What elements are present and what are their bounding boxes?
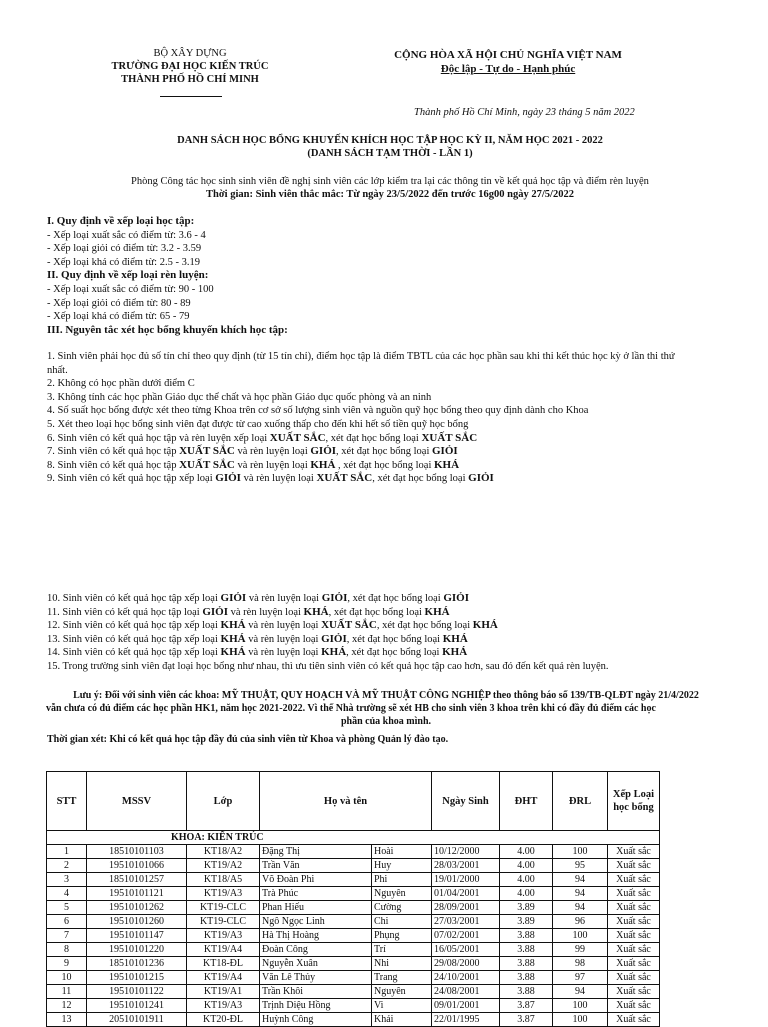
col-ngaysinh: Ngày Sinh	[432, 772, 500, 831]
cell-mssv: 19510101122	[87, 985, 187, 999]
rule-text: , xét đạt học bổng loại	[347, 593, 444, 604]
rule-text: 7. Sinh viên có kết quả học tập	[47, 446, 180, 458]
rule-text: và rèn luyện loại	[246, 593, 322, 604]
rule-keyword: GIỎI	[443, 592, 470, 604]
cell-lop: KT19/A3	[187, 999, 260, 1013]
cell-lop: KT19-CLC	[187, 901, 260, 915]
rule-text: và rèn luyện loại	[234, 446, 311, 458]
cell-ngaysinh: 22/01/1995	[432, 1013, 500, 1027]
table-row	[47, 985, 660, 999]
cell-ten: Khải	[372, 1013, 432, 1027]
table-row	[47, 943, 660, 957]
table-header-row	[47, 772, 660, 831]
cell-ngaysinh: 29/08/2000	[432, 957, 500, 971]
cell-xeploai: Xuất sắc	[608, 915, 660, 929]
table-row	[47, 859, 660, 873]
cell-ho-dem: Trà Phúc	[260, 887, 372, 901]
cell-drl: 100	[553, 845, 608, 859]
national-motto: Độc lập - Tự do - Hạnh phúc	[440, 63, 576, 75]
cell-mssv: 19510101262	[87, 901, 187, 915]
table-row	[47, 915, 660, 929]
note-faculties: MỸ THUẬT, QUY HOẠCH VÀ MỸ THUẬT CÔNG NGHIỆP theo thông báo số 139/TB-QLĐT ngày 21/4/2022	[221, 690, 699, 701]
university-name-line2: THÀNH PHỐ HỒ CHÍ MINH	[121, 74, 259, 85]
cell-ho-dem: Phan Hiếu	[260, 901, 372, 915]
rule-text: 11. Sinh viên có kết quả học tập loại	[47, 606, 203, 618]
intro-block	[40, 175, 740, 201]
cell-ho-dem: Trần Khôi	[260, 985, 372, 999]
rule-text: 12. Sinh viên có kết quả học tập xếp loại	[47, 620, 221, 632]
cell-drl: 100	[553, 999, 608, 1013]
rule-text: , xét đạt học bổng loại	[336, 446, 432, 458]
cell-ten: Phi	[372, 873, 432, 887]
cell-dht: 3.87	[500, 1013, 553, 1027]
cell-dht: 3.88	[500, 943, 553, 957]
cell-ho-dem: Võ Đoàn Phi	[260, 873, 372, 887]
rule-keyword: GIỎI	[220, 592, 247, 604]
rule-7	[47, 445, 675, 459]
cell-ho-dem: Trịnh Diệu Hồng	[260, 999, 372, 1013]
cell-stt: 10	[47, 971, 87, 985]
rule-text: , xét đạt học bổng loại	[328, 606, 425, 618]
rule-keyword: KHÁ	[424, 605, 450, 618]
rule-text: và rèn luyện loại	[240, 473, 317, 485]
cell-ten: Phụng	[372, 929, 432, 943]
rule-1: 1. Sinh viên phải học đủ số tín chỉ theo quy định (từ 15 tín chỉ), điểm học tập là điểm TBTL của các học phần sau khi thi kết thúc học kỳ ở lần thi thứ	[47, 351, 675, 362]
rule-text: và rèn luyện loại	[245, 633, 322, 645]
header-left	[95, 47, 285, 86]
rule-13	[47, 633, 609, 647]
cell-lop: KT19/A3	[187, 929, 260, 943]
rule-9	[47, 472, 675, 486]
rule-1-cont: nhất.	[47, 364, 68, 376]
cell-dht: 3.88	[500, 957, 553, 971]
cell-mssv: 19510101241	[87, 999, 187, 1013]
cell-lop: KT19/A1	[187, 985, 260, 999]
cell-ngaysinh: 10/12/2000	[432, 845, 500, 859]
cell-drl: 96	[553, 915, 608, 929]
rule-2: 2. Không có học phần dưới điểm C	[47, 378, 195, 390]
rule-keyword: KHÁ	[321, 646, 347, 659]
cell-ten: Huy	[372, 859, 432, 873]
rule-12	[47, 619, 609, 633]
cell-xeploai: Xuất sắc	[608, 985, 660, 999]
cell-mssv: 18510101257	[87, 873, 187, 887]
table-row	[47, 887, 660, 901]
rule-keyword: KHÁ	[442, 632, 468, 645]
cell-drl: 94	[553, 887, 608, 901]
rule-5: 5. Xét theo loại học bổng sinh viên đạt được từ cao xuống thấp cho đến khi hết số tiền quỹ học bổng	[47, 418, 469, 430]
cell-ngaysinh: 09/01/2001	[432, 999, 500, 1013]
intro-text: Phòng Công tác học sinh sinh viên đề nghị sinh viên các lớp kiểm tra lại các thông tin về kết quả học tập và điểm rèn luyện	[131, 176, 649, 187]
university-name-line1: TRƯỜNG ĐẠI HỌC KIẾN TRÚC	[111, 61, 269, 72]
cell-lop: KT18/A2	[187, 845, 260, 859]
table-row	[47, 1013, 660, 1027]
section2-item: - Xếp loại giỏi có điểm từ: 80 - 89	[47, 297, 191, 309]
cell-dht: 3.87	[500, 999, 553, 1013]
table-row	[47, 873, 660, 887]
cell-dht: 4.00	[500, 845, 553, 859]
cell-drl: 99	[553, 943, 608, 957]
cell-dht: 3.88	[500, 929, 553, 943]
note-block	[46, 689, 726, 728]
cell-xeploai: Xuất sắc	[608, 887, 660, 901]
cell-ngaysinh: 28/09/2001	[432, 901, 500, 915]
rule-keyword: GIỎI	[215, 472, 241, 485]
cell-lop: KT19/A2	[187, 859, 260, 873]
cell-stt: 1	[47, 845, 87, 859]
rule-keyword: GIỎI	[202, 605, 229, 618]
document-title-block	[60, 134, 720, 160]
rule-text: , xét đạt học bổng loại	[346, 633, 443, 645]
cell-drl: 94	[553, 901, 608, 915]
cell-dht: 3.88	[500, 971, 553, 985]
cell-ho-dem: Văn Lê Thủy	[260, 971, 372, 985]
cell-mssv: 19510101121	[87, 887, 187, 901]
rule-keyword: KHÁ	[220, 646, 246, 659]
cell-ten: Vi	[372, 999, 432, 1013]
section2-item: - Xếp loại khá có điểm từ: 65 - 79	[47, 311, 190, 323]
col-mssv: MSSV	[87, 772, 187, 831]
cell-dht: 4.00	[500, 859, 553, 873]
rule-text: và rèn luyện loại	[234, 459, 311, 471]
rule-text: , xét đạt học bổng loại	[325, 432, 422, 444]
section1-heading: I. Quy định về xếp loại học tập:	[47, 215, 195, 227]
col-drl: ĐRL	[553, 772, 608, 831]
col-lop: Lớp	[187, 772, 260, 831]
rules-list-1	[47, 350, 675, 486]
cell-xeploai: Xuất sắc	[608, 943, 660, 957]
time-note: Thời gian: Sinh viên thắc mắc: Từ ngày 23/5/2022 đến trước 16g00 ngày 27/5/2022	[206, 189, 574, 200]
section2-item: - Xếp loại xuất sắc có điểm từ: 90 - 100	[47, 283, 214, 295]
cell-lop: KT19/A3	[187, 887, 260, 901]
rules-list-2	[47, 592, 609, 674]
cell-dht: 3.89	[500, 901, 553, 915]
cell-xeploai: Xuất sắc	[608, 971, 660, 985]
cell-xeploai: Xuất sắc	[608, 901, 660, 915]
cell-lop: KT18-ĐL	[187, 957, 260, 971]
rule-keyword: XUẤT SẮC	[179, 445, 235, 458]
section1-item: - Xếp loại giỏi có điểm từ: 3.2 - 3.59	[47, 243, 202, 255]
cell-lop: KT19/A4	[187, 971, 260, 985]
cell-drl: 94	[553, 873, 608, 887]
cell-ho-dem: Đoàn Công	[260, 943, 372, 957]
cell-mssv: 19510101260	[87, 915, 187, 929]
section1-item: - Xếp loại khá có điểm từ: 2.5 - 3.19	[47, 256, 200, 268]
cell-mssv: 20510101911	[87, 1013, 187, 1027]
rule-keyword: GIỎI	[321, 592, 348, 604]
cell-ten: Hoài	[372, 845, 432, 859]
ministry-name: BỘ XÂY DỰNG	[153, 48, 227, 59]
cell-lop: KT18/A5	[187, 873, 260, 887]
cell-ho-dem: Trần Văn	[260, 859, 372, 873]
cell-drl: 100	[553, 1013, 608, 1027]
cell-xeploai: Xuất sắc	[608, 1013, 660, 1027]
review-time: Thời gian xét: Khi có kết quả học tập đầy đủ của sinh viên từ Khoa và phòng Quản lý đào tạo.	[47, 734, 449, 745]
cell-stt: 9	[47, 957, 87, 971]
scholarship-table	[46, 771, 660, 1027]
table-row	[47, 971, 660, 985]
cell-ten: Nguyên	[372, 887, 432, 901]
cell-ten: Nhi	[372, 957, 432, 971]
rule-keyword: GIỎI	[468, 472, 494, 485]
col-stt: STT	[47, 772, 87, 831]
cell-drl: 94	[553, 985, 608, 999]
rule-3: 3. Không tính các học phần Giáo dục thể chất và học phần Giáo dục quốc phòng và an ninh	[47, 391, 432, 403]
rule-keyword: GIỎI	[431, 445, 458, 458]
date-line: Thành phố Hồ Chí Minh, ngày 23 tháng 5 năm 2022	[414, 107, 635, 118]
cell-stt: 5	[47, 901, 87, 915]
cell-ngaysinh: 16/05/2001	[432, 943, 500, 957]
note-prefix: Lưu ý: Đối với sinh viên các khoa:	[73, 690, 222, 701]
cell-ten: Nguyên	[372, 985, 432, 999]
rule-keyword: GIỎI	[321, 632, 347, 645]
rule-text: , xét đạt học bổng loại	[372, 473, 469, 485]
cell-ngaysinh: 24/10/2001	[432, 971, 500, 985]
section1-item: - Xếp loại xuất sắc có điểm từ: 3.6 - 4	[47, 229, 206, 241]
rule-keyword: KHÁ	[442, 646, 468, 659]
cell-xeploai: Xuất sắc	[608, 873, 660, 887]
cell-stt: 11	[47, 985, 87, 999]
table-row	[47, 845, 660, 859]
cell-mssv: 19510101066	[87, 859, 187, 873]
rule-text: 8. Sinh viên có kết quả học tập	[47, 459, 180, 471]
rule-keyword: GIỎI	[310, 445, 337, 458]
rule-text: và rèn luyện loại	[245, 620, 322, 632]
rule-keyword: XUẤT SẮC	[269, 431, 326, 444]
note-line2: vẫn chưa có đủ điểm các học phần HK1, năm học 2021-2022. Vì thế Nhà trường sẽ xét HB cho sinh viên 3 khoa trên khi có đầy đủ điểm các học	[46, 703, 656, 714]
rule-keyword: XUẤT SẮC	[321, 619, 377, 632]
table-row	[47, 929, 660, 943]
table-row	[47, 901, 660, 915]
rule-text: 14. Sinh viên có kết quả học tập xếp loại	[47, 647, 221, 659]
cell-mssv: 19510101215	[87, 971, 187, 985]
rule-10	[47, 592, 609, 606]
cell-dht: 3.89	[500, 915, 553, 929]
cell-ten: Cường	[372, 901, 432, 915]
cell-ho-dem: Ngô Ngọc Linh	[260, 915, 372, 929]
cell-ngaysinh: 27/03/2001	[432, 915, 500, 929]
cell-ho-dem: Hà Thị Hoàng	[260, 929, 372, 943]
rule-8	[47, 459, 675, 473]
section2-heading: II. Quy định về xếp loại rèn luyện:	[47, 269, 209, 282]
cell-mssv: 19510101147	[87, 929, 187, 943]
rule-text: 6. Sinh viên có kết quả học tập và rèn luyện xếp loại	[47, 432, 270, 444]
rule-11	[47, 606, 609, 620]
cell-ngaysinh: 01/04/2001	[432, 887, 500, 901]
rule-text: 9. Sinh viên có kết quả học tập xếp loại	[47, 473, 216, 485]
cell-ten: Trang	[372, 971, 432, 985]
section3-heading: III. Nguyên tắc xét học bổng khuyến khích học tập:	[47, 323, 288, 336]
cell-ten: Chi	[372, 915, 432, 929]
cell-ngaysinh: 07/02/2001	[432, 929, 500, 943]
cell-stt: 6	[47, 915, 87, 929]
cell-xeploai: Xuất sắc	[608, 999, 660, 1013]
cell-lop: KT20-ĐL	[187, 1013, 260, 1027]
cell-stt: 2	[47, 859, 87, 873]
col-dht: ĐHT	[500, 772, 553, 831]
rule-14	[47, 646, 609, 660]
rules-block	[47, 215, 288, 337]
cell-lop: KT19/A4	[187, 943, 260, 957]
cell-stt: 3	[47, 873, 87, 887]
cell-drl: 100	[553, 929, 608, 943]
cell-xeploai: Xuất sắc	[608, 859, 660, 873]
rule-6	[47, 432, 675, 446]
rule-text: , xét đạt học bổng loại	[376, 620, 473, 632]
cell-dht: 4.00	[500, 873, 553, 887]
cell-stt: 13	[47, 1013, 87, 1027]
country-name: CỘNG HÒA XÃ HỘI CHỦ NGHĨA VIỆT NAM	[394, 49, 622, 61]
rule-keyword: KHÁ	[433, 458, 460, 471]
cell-ngaysinh: 28/03/2001	[432, 859, 500, 873]
rule-keyword: XUẤT SẮC	[316, 472, 373, 485]
cell-stt: 8	[47, 943, 87, 957]
document-subtitle: (DANH SÁCH TẠM THỜI - LẦN 1)	[307, 148, 473, 159]
table-row	[47, 957, 660, 971]
rule-15: 15. Trong trường sinh viên đạt loại học bổng như nhau, thì ưu tiên sinh viên có kết quả học tập cao hơn, sau đó đến kết quả rèn luyện.	[47, 660, 609, 672]
note-line3: phần của khoa mình.	[340, 716, 432, 727]
cell-stt: 7	[47, 929, 87, 943]
rule-keyword: KHÁ	[310, 458, 336, 471]
cell-drl: 95	[553, 859, 608, 873]
cell-xeploai: Xuất sắc	[608, 957, 660, 971]
cell-mssv: 18510101103	[87, 845, 187, 859]
rule-keyword: XUẤT SẮC	[421, 431, 478, 444]
rule-keyword: KHÁ	[303, 605, 329, 618]
rule-text: , xét đạt học bổng loại	[346, 647, 443, 659]
faculty-label: KHOA: KIẾN TRÚC	[47, 831, 660, 845]
header-right	[358, 48, 658, 76]
cell-mssv: 19510101220	[87, 943, 187, 957]
cell-ten: Trí	[372, 943, 432, 957]
cell-dht: 4.00	[500, 887, 553, 901]
cell-ngaysinh: 24/08/2001	[432, 985, 500, 999]
rule-text: và rèn luyện loại	[228, 606, 304, 618]
cell-xeploai: Xuất sắc	[608, 929, 660, 943]
rule-keyword: XUẤT SẮC	[179, 458, 235, 471]
col-hoten: Họ và tên	[260, 772, 432, 831]
cell-drl: 98	[553, 957, 608, 971]
rule-text: 10. Sinh viên có kết quả học tập xếp loại	[47, 593, 221, 604]
cell-xeploai: Xuất sắc	[608, 845, 660, 859]
group-row	[47, 831, 660, 845]
cell-drl: 97	[553, 971, 608, 985]
rule-keyword: KHÁ	[472, 619, 498, 632]
cell-ho-dem: Nguyễn Xuân	[260, 957, 372, 971]
cell-stt: 4	[47, 887, 87, 901]
cell-mssv: 18510101236	[87, 957, 187, 971]
rule-text: và rèn luyện loại	[245, 647, 322, 659]
document-title: DANH SÁCH HỌC BỔNG KHUYẾN KHÍCH HỌC TẬP HỌC KỲ II, NĂM HỌC 2021 - 2022	[177, 135, 603, 146]
rule-text: , xét đạt học bổng loại	[335, 459, 434, 471]
cell-ho-dem: Huỳnh Công	[260, 1013, 372, 1027]
col-xeploai: Xếp Loại học bổng	[608, 772, 660, 831]
header-left-rule	[160, 96, 222, 97]
rule-keyword: KHÁ	[220, 619, 246, 632]
cell-dht: 3.88	[500, 985, 553, 999]
rule-keyword: KHÁ	[220, 632, 246, 645]
table-row	[47, 999, 660, 1013]
cell-stt: 12	[47, 999, 87, 1013]
cell-lop: KT19-CLC	[187, 915, 260, 929]
cell-ngaysinh: 19/01/2000	[432, 873, 500, 887]
rule-4: 4. Số suất học bổng được xét theo từng Khoa trên cơ sở số lượng sinh viên và nguồn quỹ học bổng theo quy định dành cho Khoa	[47, 405, 589, 417]
rule-text: 13. Sinh viên có kết quả học tập xếp loại	[47, 633, 221, 645]
cell-ho-dem: Đặng Thị	[260, 845, 372, 859]
